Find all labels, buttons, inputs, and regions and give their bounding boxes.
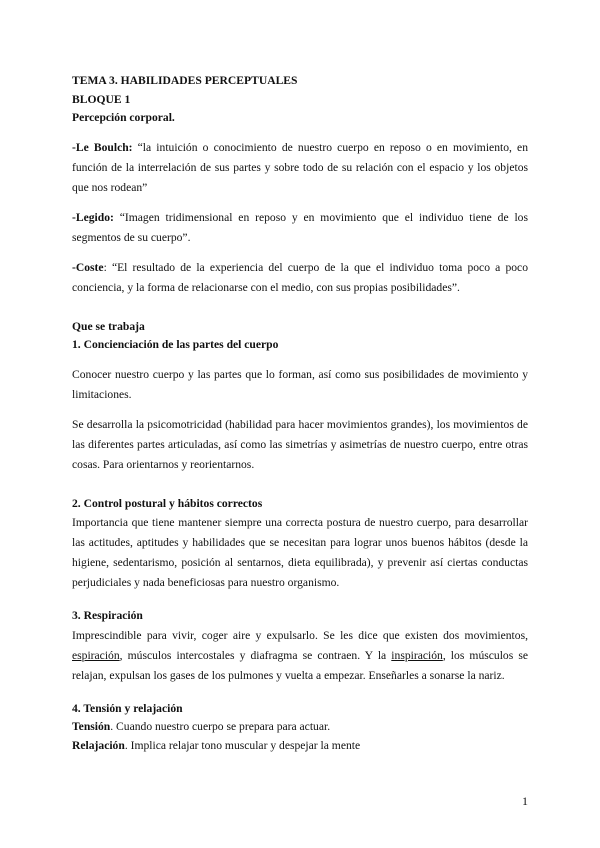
block-heading: BLOQUE 1: [72, 92, 131, 106]
section-3-paragraph: [72, 626, 528, 686]
text-run: , los músculos se relajan, expulsan los gases de los pulmones y vuelta a empezar. Enseñarles a sonarse la nariz.: [72, 648, 528, 682]
section-1-heading: 1. Concienciación de las partes del cuerpo: [72, 338, 279, 351]
works-heading: Que se trabaja: [72, 319, 145, 333]
section-3-heading: 3. Respiración: [72, 609, 143, 622]
definition-text: “la intuición o conocimiento de nuestro cuerpo en reposo o en movimiento, en función de la interrelación de sus partes y sobre todo de su relación con el espacio y los objetos que nos rodean”: [72, 140, 528, 194]
definition-author: -Legido:: [72, 210, 114, 224]
section-2-paragraph: Importancia que tiene mantener siempre una correcta postura de nuestro cuerpo, para desarrollar las actitudes, aptitudes y habilidades que se necesitan para lograr unos buenos hábitos (desde la higiene, sedentarismo, posición al sentarnos, dieta equilibrada), y prevenir así ciertas conductas perjudiciales y nada beneficiosas para nuestro organismo.: [72, 516, 528, 589]
definition-legido: [72, 208, 528, 248]
tension-line: [72, 718, 528, 737]
definition-text: : “El resultado de la experiencia del cuerpo de la que el individuo toma poco a poco conciencia, y la forma de relacionarse con el medio, con sus propias posibilidades”.: [72, 260, 528, 294]
section-4-heading: 4. Tensión y relajación: [72, 701, 183, 715]
document-title: TEMA 3. HABILIDADES PERCEPTUALES: [72, 74, 298, 87]
definition-author: -Coste: [72, 260, 104, 274]
tension-label: Tensión: [72, 720, 111, 733]
subtitle: Percepción corporal.: [72, 111, 175, 124]
definition-text: “Imagen tridimensional en reposo y en movimiento que el individuo tiene de los segmentos de su cuerpo”.: [72, 210, 528, 244]
definition-author: -Le Boulch:: [72, 140, 133, 154]
inspiracion-term: inspiración: [391, 648, 443, 662]
espiracion-term: espiración: [72, 648, 120, 662]
relaxation-text: . Implica relajar tono muscular y despejar la mente: [124, 738, 361, 752]
page-number: 1: [522, 794, 528, 808]
definition-le-boulch: [72, 138, 528, 198]
text-run: Imprescindible para vivir, coger aire y expulsarlo. Se les dice que existen dos movimientos,: [72, 628, 528, 642]
section-1-paragraph-1: Conocer nuestro cuerpo y las partes que lo forman, así como sus posibilidades de movimiento y limitaciones.: [72, 367, 528, 401]
page-content: [72, 72, 528, 755]
relaxation-label: Relajación: [72, 738, 125, 752]
tension-text: . Cuando nuestro cuerpo se prepara para actuar.: [110, 720, 331, 733]
definition-coste: [72, 258, 528, 298]
text-run: , músculos intercostales y diafragma se contraen. Y la: [119, 648, 392, 662]
section-2-heading: 2. Control postural y hábitos correctos: [72, 496, 263, 510]
section-1-paragraph-2: Se desarrolla la psicomotricidad (habilidad para hacer movimientos grandes), los movimientos de las diferentes partes articuladas, así como las simetrías y asimetrías de nuestro cuerpo, entre otras cosas. Para orientarnos y reorientarnos.: [72, 417, 528, 471]
relaxation-line: [72, 737, 528, 756]
